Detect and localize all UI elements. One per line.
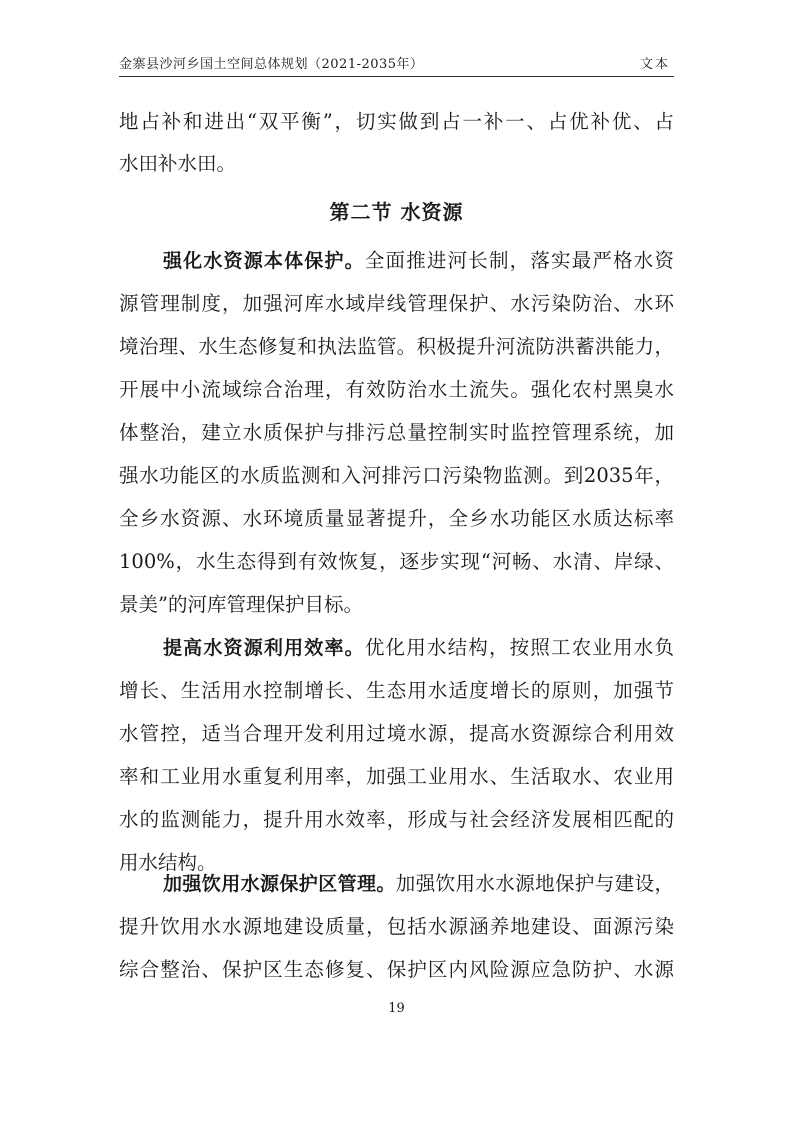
text-line: 体整治，建立水质保护与排污总量控制实时监控管理系统，加 [119,421,674,444]
text-line: 开展中小流域综合治理，有效防治水土流失。强化农村黑臭水 [119,378,674,401]
header-document-type: 文本 [639,57,670,72]
text-line: 水田补水田。 [119,152,237,175]
text-line: 源管理制度，加强河库水域岸线管理保护、水污染防治、水环 [119,292,674,315]
text-line: 用水结构。 [119,851,217,874]
header-document-title: 金寨县沙河乡国土空间总体规划（2021-2035年） [119,57,424,72]
text-line: 率和工业用水重复利用率，加强工业用水、生活取水、农业用 [119,765,674,788]
section-title: 第二节 水资源 [329,200,464,224]
paragraph-first-line [163,246,674,276]
paragraph-first-line [163,869,674,899]
paragraph-text: 全面推进河长制，落实最严格水资 [364,249,674,272]
text-line: 境治理、水生态修复和执法监管。积极提升河流防洪蓄洪能力， [119,335,674,358]
text-line: 提升饮用水水源地建设质量，包括水源涵养地建设、面源污染 [119,915,674,938]
paragraph-first-line [163,633,674,663]
paragraph-lead-heading: 提高水资源利用效率。 [163,637,365,659]
text-line: 水管控，适当合理开发利用过境水源，提高水资源综合利用效 [119,722,674,745]
text-line: 全乡水资源、水环境质量显著提升，全乡水功能区水质达标率 [119,507,674,530]
paragraph-text: 加强饮用水水源地保护与建设， [395,872,674,895]
text-line: 综合整治、保护区生态修复、保护区内风险源应急防护、水源 [119,958,674,981]
page-header [119,56,674,77]
text-line: 水的监测能力，提升用水效率，形成与社会经济发展相匹配的 [119,808,674,831]
text-line: 地占补和进出“双平衡”，切实做到占一补一、占优补优、占 [119,110,674,133]
text-line: 增长、生活用水控制增长、生态用水适度增长的原则，加强节 [119,679,674,702]
text-line: 100%，水生态得到有效恢复，逐步实现“河畅、水清、岸绿、 [119,550,674,573]
paragraph-lead-heading: 加强饮用水源保护区管理。 [163,873,396,895]
paragraph-lead-heading: 强化水资源本体保护。 [163,250,365,272]
page-number: 19 [388,1001,405,1016]
paragraph-text: 优化用水结构，按照工农业用水负 [364,636,674,659]
text-line: 强水功能区的水质监测和入河排污口污染物监测。到2035年， [119,464,674,487]
text-line: 景美”的河库管理保护目标。 [119,593,363,616]
